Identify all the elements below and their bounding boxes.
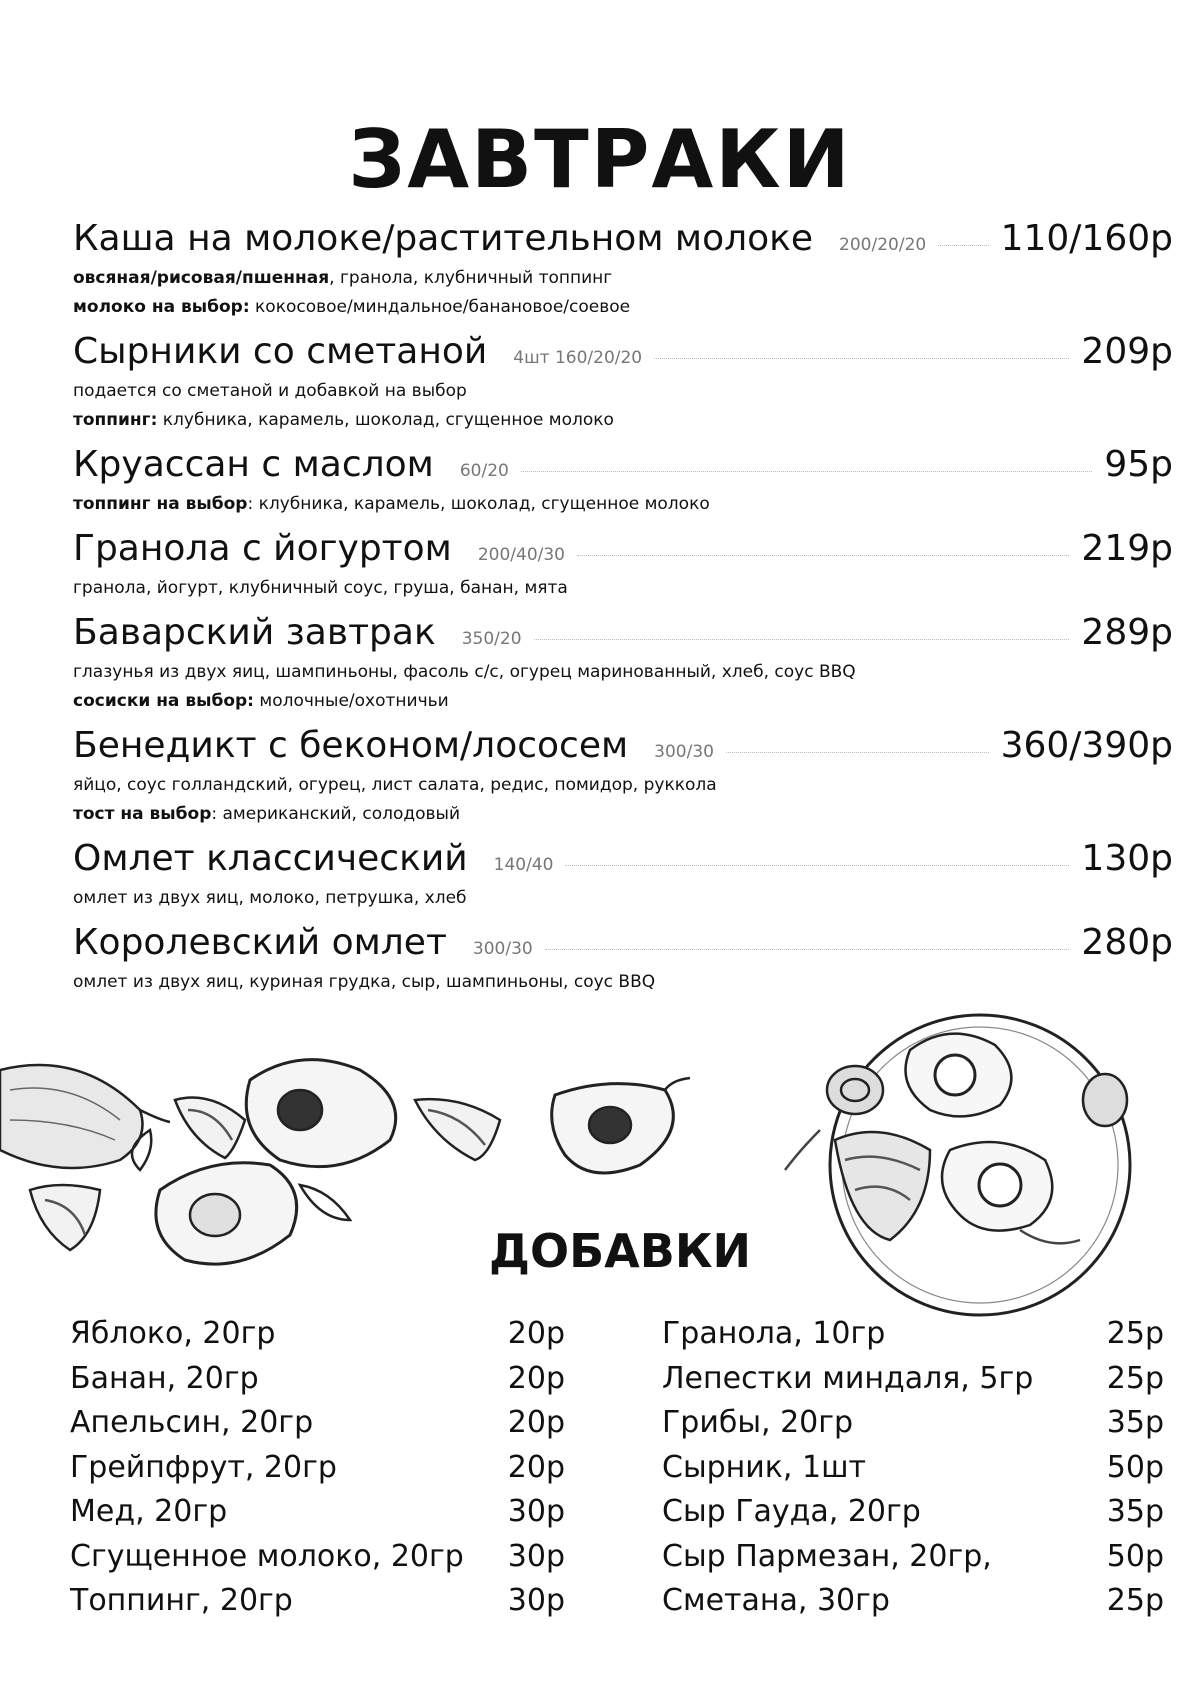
avocado-slice-icon (30, 1185, 100, 1250)
description-line (73, 771, 1173, 800)
extra-name: Сыр Гауда, 20гр (662, 1494, 921, 1529)
item-price: 110/160р (1000, 218, 1173, 259)
menu-item (73, 922, 1173, 997)
item-price: 95р (1104, 444, 1173, 485)
dotted-leader (521, 471, 1092, 472)
menu-item (73, 331, 1173, 435)
extra-price: 20р (507, 1360, 565, 1396)
description-text: молочные/охотничьи (253, 691, 449, 711)
description-text: гранола, йогурт, клубничный соус, груша, банан, мята (73, 578, 568, 598)
description-line (73, 293, 1173, 322)
description-text: омлет из двух яиц, куриная грудка, сыр, шампиньоны, соус BBQ (73, 972, 656, 992)
description-bold: овсяная/рисовая/пшенная (73, 268, 330, 288)
dotted-leader (938, 245, 988, 246)
item-description (73, 968, 1173, 997)
item-name: Круассан с маслом (73, 444, 434, 485)
description-bold: топпинг на выбор (73, 494, 248, 514)
extra-name: Сгущенное молоко, 20гр (70, 1538, 464, 1574)
fried-eggs-plate-icon (780, 1000, 1150, 1320)
item-name: Королевский омлет (73, 922, 447, 963)
extra-price: 30р (507, 1583, 565, 1618)
extra-name: Сырник, 1шт (662, 1449, 866, 1485)
item-weight: 200/40/30 (477, 545, 565, 565)
item-name: Баварский завтрак (73, 612, 436, 653)
extra-price: 30р (507, 1538, 565, 1574)
page-title: ЗАВТРАКИ (348, 113, 852, 206)
item-price: 280р (1081, 922, 1173, 963)
item-description (73, 377, 1173, 435)
description-text: яйцо, соус голландский, огурец, лист салата, редис, помидор, руккола (73, 775, 717, 795)
item-weight: 300/30 (654, 742, 714, 762)
extra-price: 50р (1106, 1538, 1164, 1574)
item-weight: 140/40 (493, 855, 554, 875)
extra-item (70, 1535, 565, 1580)
item-weight: 350/20 (461, 629, 522, 649)
extra-name: Сыр Пармезан, 20гр, (662, 1538, 992, 1574)
breakfast-menu (73, 218, 1173, 1006)
dotted-leader (654, 358, 1069, 359)
description-text: клубника, карамель, шоколад, сгущенное молоко (157, 410, 614, 430)
extra-item (70, 1357, 565, 1402)
extra-item (662, 1357, 1164, 1402)
item-name: Бенедикт с беконом/лососем (73, 725, 629, 766)
menu-item (73, 444, 1173, 519)
extra-name: Грейпфрут, 20гр (70, 1449, 337, 1485)
item-price: 209р (1081, 331, 1173, 372)
description-line (73, 490, 1173, 519)
extra-price: 35р (1106, 1494, 1164, 1529)
extra-price: 25р (1106, 1360, 1164, 1396)
description-text: : клубника, карамель, шоколад, сгущенное молоко (247, 494, 710, 514)
dotted-leader (577, 555, 1069, 556)
description-bold: сосиски на выбор: (73, 691, 254, 711)
item-name: Гранола с йогуртом (73, 528, 452, 569)
menu-item (73, 838, 1173, 913)
item-price: 360/390р (1000, 725, 1173, 766)
extra-item (70, 1446, 565, 1491)
item-description (73, 264, 1173, 322)
description-line (73, 687, 1173, 716)
extra-item (70, 1490, 565, 1535)
description-text: кокосовое/миндальное/банановое/соевое (249, 297, 631, 317)
extra-item (662, 1446, 1164, 1491)
item-price: 289р (1081, 612, 1173, 653)
avocado-slice-icon (175, 1098, 245, 1159)
extra-item (662, 1401, 1164, 1446)
avocado-icon (0, 1065, 170, 1170)
extra-price: 50р (1106, 1449, 1164, 1485)
dotted-leader (545, 949, 1070, 950)
description-text: , гранола, клубничный топпинг (329, 268, 613, 288)
item-price: 130р (1081, 838, 1173, 879)
extra-item (662, 1535, 1164, 1580)
extra-item (662, 1490, 1164, 1535)
item-description (73, 884, 1173, 913)
extra-item (70, 1401, 565, 1446)
item-description (73, 771, 1173, 829)
extra-price: 20р (507, 1449, 565, 1485)
extra-item (70, 1579, 565, 1624)
avocado-half-icon (246, 1060, 395, 1167)
menu-item (73, 528, 1173, 603)
extra-name: Мед, 20гр (70, 1494, 228, 1529)
extra-price: 20р (507, 1405, 565, 1440)
extra-name: Гранола, 10гр (662, 1316, 886, 1351)
item-weight: 300/30 (472, 939, 533, 959)
avocado-half-icon (156, 1163, 350, 1264)
item-weight: 200/20/20 (839, 235, 927, 255)
extra-name: Лепестки миндаля, 5гр (662, 1360, 1034, 1396)
description-line (73, 574, 1173, 603)
extra-name: Апельсин, 20гр (70, 1405, 314, 1440)
extra-name: Топпинг, 20гр (70, 1583, 293, 1618)
avocado-half-icon (552, 1078, 690, 1173)
extras-list-right (662, 1312, 1164, 1624)
extra-price: 30р (507, 1494, 565, 1529)
description-text: : американский, солодовый (211, 804, 461, 824)
dotted-leader (534, 639, 1070, 640)
extra-name: Сметана, 30гр (662, 1583, 890, 1618)
menu-item (73, 612, 1173, 716)
item-description (73, 490, 1173, 519)
description-line (73, 658, 1173, 687)
description-line (73, 800, 1173, 829)
item-weight: 60/20 (459, 461, 509, 481)
extra-price: 20р (507, 1316, 565, 1351)
avocado-slice-icon (415, 1099, 500, 1160)
item-weight: 4шт 160/20/20 (513, 348, 643, 368)
extra-item (662, 1579, 1164, 1624)
item-description (73, 574, 1173, 603)
item-name: Омлет классический (73, 838, 468, 879)
description-bold: топпинг: (73, 410, 158, 430)
dotted-leader (565, 865, 1069, 866)
extras-title: ДОБАВКИ (489, 1224, 751, 1278)
item-name: Каша на молоке/растительном молоке (73, 218, 814, 259)
item-description (73, 658, 1173, 716)
item-price: 219р (1081, 528, 1173, 569)
extra-name: Яблоко, 20гр (70, 1316, 276, 1351)
extra-price: 25р (1106, 1583, 1164, 1618)
description-text: глазунья из двух яиц, шампиньоны, фасоль с/с, огурец маринованный, хлеб, соус BBQ (73, 662, 856, 682)
extra-name: Грибы, 20гр (662, 1405, 854, 1440)
extra-price: 35р (1106, 1405, 1164, 1440)
menu-item (73, 218, 1173, 322)
item-name: Сырники со сметаной (73, 331, 488, 372)
extra-name: Банан, 20гр (70, 1360, 259, 1396)
dotted-leader (726, 752, 989, 753)
description-line (73, 968, 1173, 997)
extra-item (70, 1312, 565, 1357)
description-text: омлет из двух яиц, молоко, петрушка, хлеб (73, 888, 467, 908)
description-line (73, 377, 1173, 406)
description-line (73, 264, 1173, 293)
description-bold: тост на выбор (73, 804, 212, 824)
description-line (73, 884, 1173, 913)
extra-price: 25р (1106, 1316, 1164, 1351)
description-line (73, 406, 1173, 435)
description-bold: молоко на выбор: (73, 297, 250, 317)
menu-item (73, 725, 1173, 829)
description-text: подается со сметаной и добавкой на выбор (73, 381, 467, 401)
extra-item (662, 1312, 1164, 1357)
extras-list-left (70, 1312, 565, 1624)
